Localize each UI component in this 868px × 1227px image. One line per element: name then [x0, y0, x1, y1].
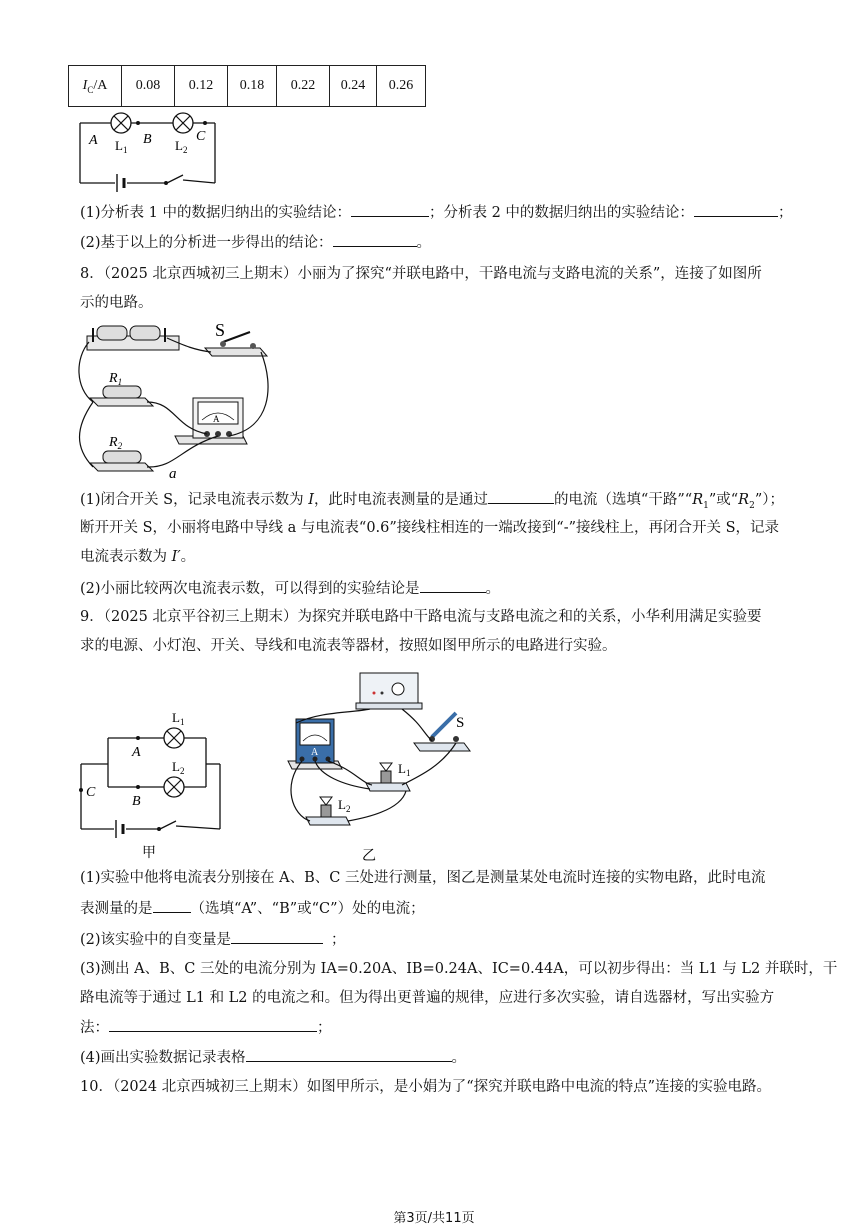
battery-holder-icon — [87, 326, 179, 350]
q9-part1-line2 — [80, 898, 425, 919]
table-cell: 0.22 — [277, 66, 330, 107]
r1-subscript: 1 — [703, 500, 709, 511]
q7-part1 — [80, 202, 792, 223]
q9-p1-text: （选填“A”、“B”或“C”）处的电流； — [190, 901, 425, 917]
answer-blank[interactable] — [231, 929, 323, 944]
table-header-symbol: I — [82, 77, 88, 93]
lamp-l1-icon — [111, 113, 131, 133]
q7-p1-text: (1)分析表 1 中的数据归纳出的实验结论： — [80, 205, 351, 221]
point-a-label: A — [132, 745, 141, 760]
point-b-label: B — [132, 794, 141, 809]
r2-subscript: 2 — [749, 500, 755, 511]
lamp-l2-label: $L_2$ — [175, 138, 188, 155]
lamp-l2-icon — [173, 113, 193, 133]
table-cell: 0.12 — [175, 66, 228, 107]
point-a-label: A — [89, 133, 98, 148]
q7-p2-end: 。 — [416, 235, 432, 251]
q8-p2-text: (2)小丽比较两次电流表示数，可以得到的实验结论是 — [80, 581, 420, 597]
resistor-r2-label: $R_2$ — [109, 435, 123, 451]
switch-label: S — [456, 715, 465, 731]
q8-p1-text: 的电流（选填“干路”“ — [553, 492, 693, 508]
q8-part2 — [80, 578, 500, 599]
q9-intro-line1: 9．（2025 北京平谷初三上期末）为探究并联电路中干路电流与支路电流之和的关系，小华利用满足实验要 — [80, 609, 762, 625]
q9-schematic-jia — [76, 702, 226, 862]
q10-intro: 10．（2024 北京西城初三上期末）如图甲所示，是小娟为了“探究并联电路中电流的特点”连接的实验电路。 — [80, 1079, 772, 1095]
lamp-l1-label: $L_1$ — [172, 710, 185, 727]
answer-blank[interactable] — [246, 1047, 452, 1062]
q9-physical-yi — [282, 665, 477, 865]
answer-blank[interactable] — [351, 202, 429, 217]
q8-p1-text: (1)闭合开关 S，记录电流表示数为 — [80, 492, 309, 508]
resistor-r1-icon — [90, 386, 153, 406]
r2-symbol: R — [738, 492, 750, 508]
q8-physical-circuit — [75, 318, 275, 482]
q7-p1-end: ； — [777, 205, 793, 221]
q9-part3-line1: (3)测出 A、B、C 三处的电流分别为 IA=0.20A、IB=0.24A、IC=0.44A，可以初步得出：当 L1 与 L2 并联时，干 — [80, 961, 838, 977]
q8-p1-text: ”或“ — [708, 492, 739, 508]
point-c-label: C — [86, 785, 96, 800]
figure-caption-yi: 乙 — [362, 849, 376, 864]
q8-intro-line1: 8．（2025 北京西城初三上期末）小丽为了探究“并联电路中，干路电流与支路电流的关系”，连接了如图所 — [80, 266, 762, 282]
lamp-l2-label: $L_2$ — [172, 759, 185, 776]
lamp-l1-icon — [164, 728, 184, 748]
q9-intro-line2: 求的电源、小灯泡、开关、导线和电流表等器材，按照如图甲所示的电路进行实验。 — [80, 638, 617, 654]
q9-p1-text: 表测量的是 — [80, 901, 153, 917]
table-cell: 0.26 — [377, 66, 426, 107]
page-footer: 第3页/共11页 — [393, 1211, 475, 1226]
switch-label: S — [215, 320, 226, 340]
table-cell: 0.18 — [228, 66, 277, 107]
battery-icon — [117, 174, 124, 192]
answer-blank[interactable] — [488, 489, 554, 504]
r1-symbol: R — [692, 492, 704, 508]
series-circuit-diagram — [75, 108, 225, 188]
q9-part4 — [80, 1047, 466, 1068]
q9-p2-end: ； — [331, 932, 346, 948]
table-header-unit: /A — [93, 77, 108, 93]
q8-p1-text: 电流表示数为 — [80, 549, 172, 565]
answer-blank[interactable] — [333, 232, 417, 247]
table-cell: 0.24 — [330, 66, 377, 107]
answer-blank[interactable] — [109, 1017, 317, 1032]
power-supply-icon — [356, 673, 422, 709]
table-header-cell — [69, 66, 122, 107]
q9-p4-end: 。 — [451, 1050, 467, 1066]
resistor-r2-icon — [90, 451, 153, 471]
q9-p3-text: 法： — [80, 1020, 109, 1036]
wire-a-label: a — [169, 466, 177, 482]
battery-icon — [116, 820, 123, 838]
table-cell: 0.08 — [122, 66, 175, 107]
q9-p3-end: ； — [317, 1020, 332, 1036]
q8-part1-line1 — [80, 489, 784, 516]
point-b-label: B — [143, 132, 152, 147]
resistor-r1-label: $R_1$ — [109, 371, 123, 387]
answer-blank[interactable] — [694, 202, 778, 217]
q9-part3-line3 — [80, 1017, 332, 1038]
lamp-l2-icon — [164, 777, 184, 797]
q8-p1-end: 。 — [180, 549, 196, 565]
q9-p4-text: (4)画出实验数据记录表格 — [80, 1050, 246, 1066]
q8-intro-line2: 示的电路。 — [80, 295, 153, 311]
q7-p2-text: (2)基于以上的分析进一步得出的结论： — [80, 235, 333, 251]
lamp-l2-label: $L_2$ — [338, 797, 351, 814]
q8-p1-text: ，此时电流表测量的是通过 — [313, 492, 488, 508]
lamp-l1-label: $L_1$ — [398, 761, 411, 778]
q7-part2 — [80, 232, 431, 253]
q9-part3-line2: 路电流等于通过 L1 和 L2 的电流之和。但为得出更普遍的规律，应进行多次实验，请自选器材，写出实验方 — [80, 990, 775, 1006]
ammeter-label: A — [213, 414, 220, 424]
figure-caption-jia: 甲 — [142, 846, 156, 861]
q8-current-symbol: I — [308, 492, 314, 508]
current-table — [68, 65, 426, 107]
answer-blank[interactable] — [153, 898, 191, 913]
lamp-l1-label: $L_1$ — [115, 138, 128, 155]
q8-p2-end: 。 — [485, 581, 501, 597]
q9-part2 — [80, 929, 346, 950]
q8-current-symbol-prime: I′ — [171, 549, 181, 565]
q9-p2-text: (2)该实验中的自变量是 — [80, 932, 232, 948]
q8-part1-line3 — [80, 547, 195, 567]
ammeter-icon — [175, 398, 247, 444]
q8-part1-line2: 断开开关 S，小丽将电路中导线 a 与电流表“0.6”接线柱相连的一端改接到“-”接线柱上，再闭合开关 S，记录 — [80, 520, 780, 536]
q8-p1-text: ”）； — [754, 492, 784, 508]
table-header-subscript: C — [87, 84, 94, 95]
point-c-label: C — [196, 129, 206, 144]
q7-p1-text2: ；分析表 2 中的数据归纳出的实验结论： — [428, 205, 694, 221]
ammeter-label: A — [311, 747, 319, 758]
q9-part1-line1: (1)实验中他将电流表分别接在 A、B、C 三处进行测量，图乙是测量某处电流时连接的实物电路，此时电流 — [80, 870, 766, 886]
answer-blank[interactable] — [420, 578, 486, 593]
